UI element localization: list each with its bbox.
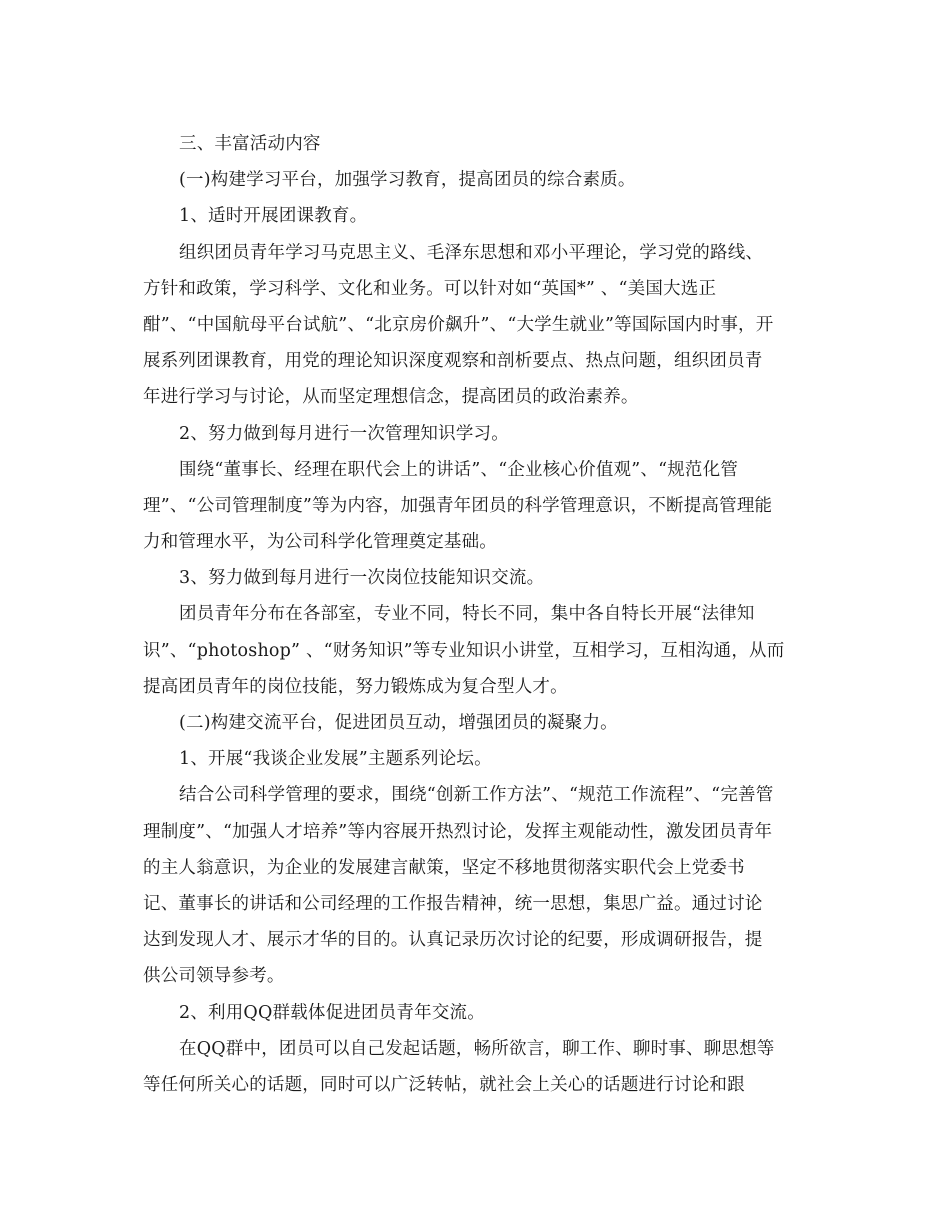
text-line: 结合公司科学管理的要求，围绕“创新工作方法”、“规范工作流程”、“完善管 — [179, 785, 774, 806]
text-line: 识”、“photoshop” 、“财务知识”等专业知识小讲堂，互相学习，互相沟通，从而 — [143, 640, 785, 661]
text-line: 在QQ群中，团员可以自己发起话题，畅所欲言，聊工作、聊时事、聊思想等 — [179, 1038, 775, 1059]
text-line: 3、努力做到每月进行一次岗位技能知识交流。 — [179, 568, 545, 589]
text-line: 理制度”、“加强人才培养”等内容展开热烈讨论，发挥主观能动性，激发团员青年 — [143, 821, 773, 842]
text-line: 围绕“董事长、经理在职代会上的讲话”、“企业核心价值观”、“规范化管 — [179, 459, 739, 480]
text-line: 团员青年分布在各部室，专业不同，特长不同，集中各自特长开展“法律知 — [179, 604, 755, 625]
document-body — [143, 126, 805, 1103]
text-line: 2、努力做到每月进行一次管理知识学习。 — [179, 423, 509, 444]
text-line: 方针和政策，学习科学、文化和业务。可以针对如“英国*” 、“美国大选正 — [143, 278, 717, 299]
text-line: (二)构建交流平台，促进团员互动，增强团员的凝聚力。 — [179, 713, 618, 733]
text-line: 记、董事长的讲话和公司经理的工作报告精神，统一思想，集思广益。通过讨论 — [143, 893, 763, 914]
text-line: 等任何所关心的话题，同时可以广泛转帖，就社会上关心的话题进行讨论和跟 — [143, 1074, 745, 1095]
text-line: 展系列团课教育，用党的理论知识深度观察和剖析要点、热点问题，组织团员青 — [143, 351, 763, 372]
text-line: 三、丰富活动内容 — [179, 134, 321, 154]
text-line: 2、利用QQ群载体促进团员青年交流。 — [179, 1002, 485, 1023]
text-line: 的主人翁意识，为企业的发展建言献策，坚定不移地贯彻落实职代会上党委书 — [143, 857, 745, 878]
text-line: 1、适时开展团课教育。 — [179, 206, 368, 227]
text-line: 达到发现人才、展示才华的目的。认真记录历次讨论的纪要，形成调研报告，提 — [143, 930, 763, 951]
text-line: 酣”、“中国航母平台试航”、“北京房价飙升”、“大学生就业”等国际国内时事，开 — [143, 314, 774, 335]
text-line: 力和管理水平，为公司科学化管理奠定基础。 — [143, 532, 497, 553]
text-line: 1、开展“我谈企业发展”主题系列论坛。 — [179, 749, 492, 770]
text-line: 供公司领导参考。 — [143, 966, 285, 987]
text-line: 年进行学习与讨论，从而坚定理想信念，提高团员的政治素养。 — [143, 387, 639, 408]
text-line: 提高团员青年的岗位技能，努力锻炼成为复合型人才。 — [143, 676, 568, 697]
text-line: (一)构建学习平台，加强学习教育，提高团员的综合素质。 — [179, 170, 636, 191]
text-line: 组织团员青年学习马克思主义、毛泽东思想和邓小平理论，学习党的路线、 — [179, 242, 764, 263]
text-line: 理”、“公司管理制度”等为内容，加强青年团员的科学管理意识，不断提高管理能 — [143, 495, 773, 516]
